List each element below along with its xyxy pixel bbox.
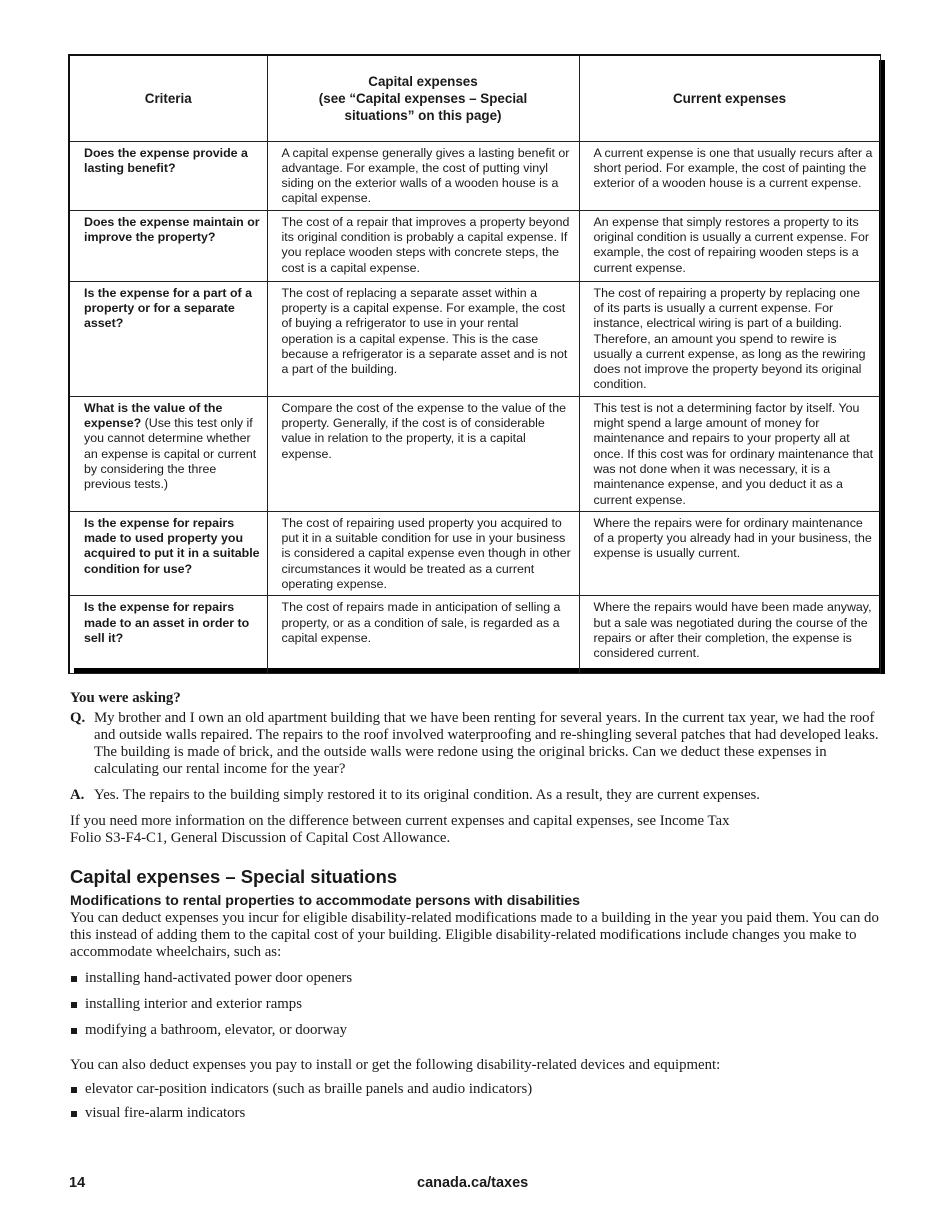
subsection-heading: Modifications to rental properties to accommodate persons with disabilities	[70, 893, 581, 909]
list-item-text: installing hand-activated power door openers	[85, 970, 353, 986]
devices-intro: You can also deduct expenses you pay to install or get the following disability-related devices and equipment:	[70, 1057, 721, 1073]
question-text: My brother and I own an old apartment building that we have been renting for several years. In the current tax year, we had the roof and outside walls repaired. The repairs to the roof involved waterproofing and re-shingling several patches that had developed leaks. The building is made of brick, and the outside walls were redone using the original bricks. Can we deduct these expenses in calculating our rental income for the year?	[94, 710, 879, 777]
row-criteria	[69, 396, 267, 511]
row-capital: The cost of repairing used property you acquired to put it in a suitable condition for use in your business is considered a capital expense even though in other circumstances it would be treated as a current operating expense.	[267, 511, 579, 595]
list-item	[70, 1022, 882, 1039]
table-header-row	[69, 55, 880, 141]
table-row	[69, 596, 880, 674]
row-criteria: Does the expense maintain or improve the property?	[69, 210, 267, 281]
list-item-text: visual fire-alarm indicators	[85, 1105, 246, 1121]
list-item-text: installing interior and exterior ramps	[85, 996, 302, 1012]
row-criteria: Is the expense for a part of a property or for a separate asset?	[69, 281, 267, 396]
row-current: An expense that simply restores a property to its original condition is usually a current expense. For example, the cost of repairing wooden steps is a current expense.	[579, 210, 880, 281]
row-criteria-note: (Use this test only if you cannot determine whether an expense is capital or current by considering the three previous tests.)	[84, 416, 257, 492]
page-number: 14	[69, 1175, 86, 1191]
you-were-asking-section	[70, 690, 882, 847]
row-current: Where the repairs were for ordinary maintenance of a property you already had in your business, the expense is usually current.	[579, 511, 880, 595]
row-criteria: Does the expense provide a lasting benefit?	[69, 141, 267, 210]
bullet-icon	[71, 1087, 77, 1093]
list-item	[70, 1105, 882, 1122]
answer-label: A.	[70, 787, 85, 803]
list-item	[70, 996, 882, 1013]
header-capital-expenses	[267, 55, 579, 141]
asking-heading: You were asking?	[70, 690, 181, 706]
answer-text: Yes. The repairs to the building simply restored it to its original condition. As a result, they are current expenses.	[94, 787, 761, 803]
row-capital: Compare the cost of the expense to the value of the property. Generally, if the cost is of considerable value in relation to the property, it is a capital expense.	[267, 396, 579, 511]
expense-comparison-table-wrapper	[68, 54, 879, 668]
row-current: This test is not a determining factor by itself. You might spend a large amount of money for maintenance and repairs to your property all at once. If this cost was for ordinary maintenance that was not done when it was necessary, it is a maintenance expense, and you deduct it as a current expense.	[579, 396, 880, 511]
bullet-icon	[71, 1111, 77, 1117]
table-row	[69, 396, 880, 511]
bullet-icon	[71, 976, 77, 982]
header-capital-title: Capital expenses	[368, 73, 478, 89]
list-item	[70, 1081, 882, 1098]
bullet-icon	[71, 1028, 77, 1034]
special-situations-section	[70, 866, 882, 1122]
list-item	[70, 970, 882, 987]
answer-block	[70, 787, 882, 804]
list-item-text: elevator car-position indicators (such as braille panels and audio indicators)	[85, 1081, 533, 1097]
more-info-line: Folio S3-F4-C1, General Discussion of Capital Cost Allowance.	[70, 830, 451, 846]
header-current-expenses: Current expenses	[579, 55, 880, 141]
list-item-text: modifying a bathroom, elevator, or doorway	[85, 1022, 347, 1038]
row-capital: A capital expense generally gives a lasting benefit or advantage. For example, the cost of putting vinyl siding on the exterior walls of a wooden house is a capital expense.	[267, 141, 579, 210]
footer-url[interactable]: canada.ca/taxes	[417, 1175, 529, 1191]
row-current: A current expense is one that usually recurs after a short period. For example, the cost of painting the exterior of a wooden house is a current expense.	[579, 141, 880, 210]
row-criteria: Is the expense for repairs made to used property you acquired to put it in a suitable condition for use?	[69, 511, 267, 595]
intro-paragraph: You can deduct expenses you incur for eligible disability-related modifications made to a building in the year you paid them. You can do this instead of adding them to the capital cost of your building. Eligible disability-related modifications include changes you make to accommodate wheelchairs, such as:	[70, 910, 879, 960]
more-info-line: If you need more information on the difference between current expenses and capital expenses, see Income Tax	[70, 813, 730, 829]
header-capital-note: (see “Capital expenses – Special situations” on this page)	[318, 90, 528, 123]
table-row	[69, 511, 880, 595]
row-criteria: Is the expense for repairs made to an asset in order to sell it?	[69, 596, 267, 674]
bullet-icon	[71, 1002, 77, 1008]
devices-list	[70, 1081, 882, 1122]
row-capital: The cost of repairs made in anticipation of selling a property, or as a condition of sale, is regarded as a capital expense.	[267, 596, 579, 674]
row-capital: The cost of a repair that improves a property beyond its original condition is probably a capital expense. If you replace wooden steps with concrete steps, the cost is a capital expense.	[267, 210, 579, 281]
expense-comparison-table	[68, 54, 881, 674]
question-block	[70, 710, 882, 778]
question-label: Q.	[70, 710, 86, 726]
section-heading: Capital expenses – Special situations	[70, 866, 398, 887]
row-capital: The cost of replacing a separate asset within a property is a capital expense. For example, the cost of buying a refrigerator to use in your rental operation is a capital expense. This is the case because a refrigerator is a separate asset and is not a part of the building.	[267, 281, 579, 396]
header-criteria: Criteria	[69, 55, 267, 141]
table-row	[69, 141, 880, 210]
table-row	[69, 281, 880, 396]
modifications-list	[70, 970, 882, 1039]
more-info-paragraph	[70, 813, 882, 847]
row-current: The cost of repairing a property by replacing one of its parts is usually a current expense. For instance, electrical wiring is part of a building. Therefore, an amount you spend to rewire is usually a current expense, as long as the rewiring does not improve the property beyond its original condition.	[579, 281, 880, 396]
row-criteria-bold: What is the value of the expense?	[84, 400, 223, 431]
row-current: Where the repairs would have been made anyway, but a sale was negotiated during the course of the repairs or after their completion, the expense is considered current.	[579, 596, 880, 674]
table-row	[69, 210, 880, 281]
